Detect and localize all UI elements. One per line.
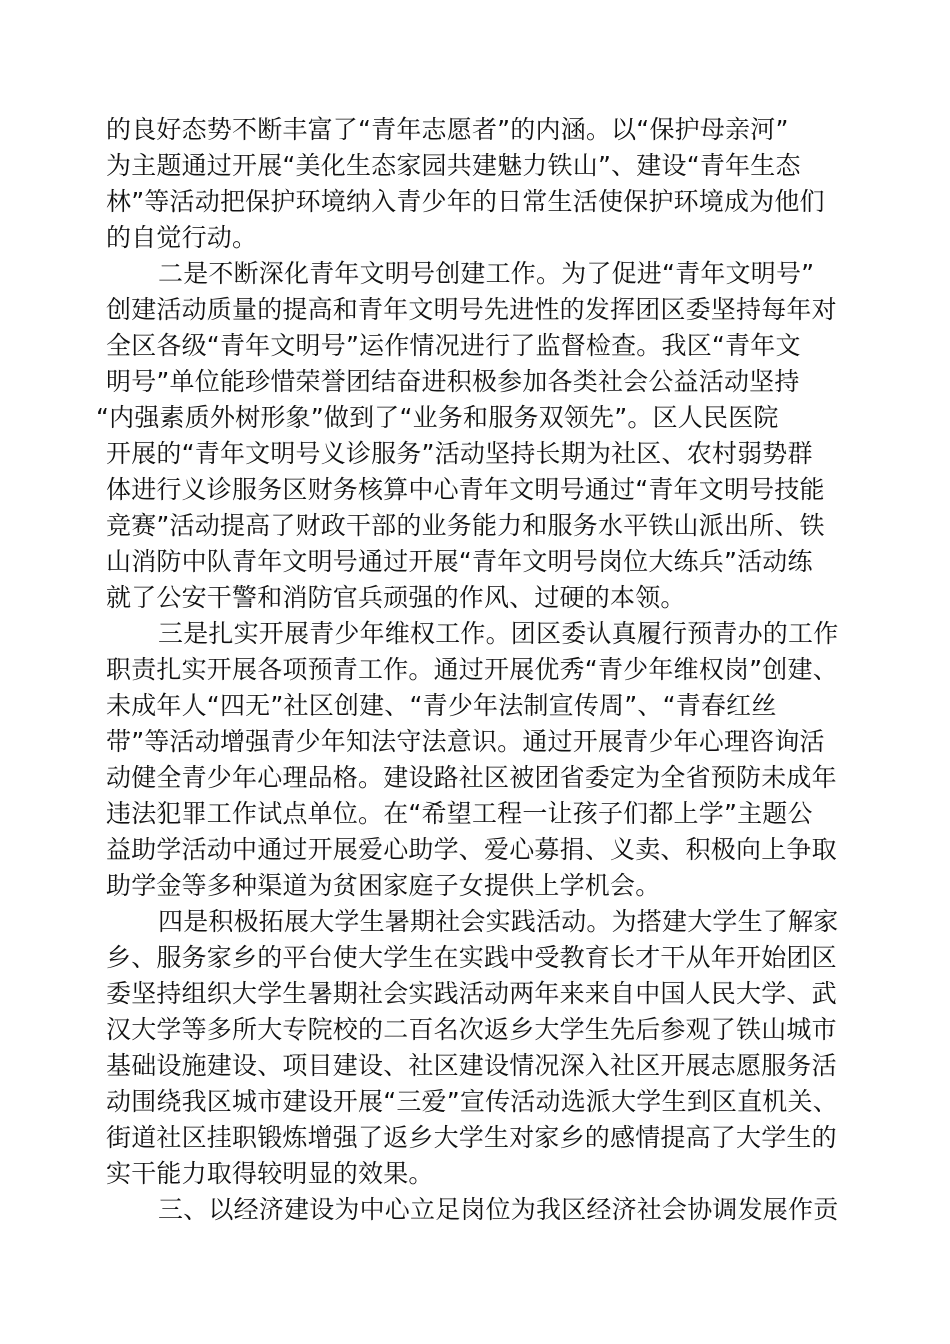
text-line: 实干能力取得较明显的效果。 — [106, 1159, 434, 1188]
text-line: 竞赛”活动提高了财政干部的业务能力和服务水平铁山派出所、铁 — [106, 511, 825, 540]
text-line: 基础设施建设、项目建设、社区建设情况深入社区开展志愿服务活 — [106, 1051, 837, 1080]
text-line: 街道社区挂职锻炼增强了返乡大学生对家乡的感情提高了大学生的 — [106, 1123, 837, 1152]
text-line: 体进行义诊服务区财务核算中心青年文明号通过“青年文明号技能 — [106, 475, 825, 504]
text-line: 动健全青少年心理品格。建设路社区被团省委定为全省预防未成年 — [106, 763, 837, 792]
text-line: 委坚持组织大学生暑期社会实践活动两年来来自中国人民大学、武 — [106, 979, 837, 1008]
text-line: 为主题通过开展“美化生态家园共建魅力铁山”、建设“青年生态 — [106, 151, 801, 180]
text-line: 汉大学等多所大专院校的二百名次返乡大学生先后参观了铁山城市 — [106, 1015, 837, 1044]
text-line: 未成年人“四无”社区创建、“青少年法制宣传周”、“青春红丝 — [106, 691, 777, 720]
text-line: 明号”单位能珍惜荣誉团结奋进积极参加各类社会公益活动坚持 — [106, 367, 800, 396]
text-line: 的自觉行动。 — [106, 223, 258, 252]
text-line: 违法犯罪工作试点单位。在“希望工程一让孩子们都上学”主题公 — [106, 799, 813, 828]
text-line: 带”等活动增强青少年知法守法意识。通过开展青少年心理咨询活 — [106, 727, 825, 756]
text-line: 助学金等多种渠道为贫困家庭子女提供上学机会。 — [106, 871, 661, 900]
text-line: “内强素质外树形象”做到了“业务和服务双领先”。区人民医院 — [96, 403, 779, 432]
text-line: 山消防中队青年文明号通过开展“青年文明号岗位大练兵”活动练 — [106, 547, 813, 576]
text-line: 全区各级“青年文明号”运作情况进行了监督检查。我区“青年文 — [106, 331, 801, 360]
text-line: 林”等活动把保护环境纳入青少年的日常生活使保护环境成为他们 — [106, 187, 825, 216]
text-line: 就了公安干警和消防官兵顽强的作风、过硬的本领。 — [106, 583, 686, 612]
section-heading-line: 三、以经济建设为中心立足岗位为我区经济社会协调发展作贡 — [158, 1195, 839, 1224]
text-line: 益助学活动中通过开展爱心助学、爱心募捐、义卖、积极向上争取 — [106, 835, 837, 864]
text-line: 乡、服务家乡的平台使大学生在实践中受教育长才干从年开始团区 — [106, 943, 837, 972]
text-line: 创建活动质量的提高和青年文明号先进性的发挥团区委坚持每年对 — [106, 295, 837, 324]
text-line: 开展的“青年文明号义诊服务”活动坚持长期为社区、农村弱势群 — [106, 439, 813, 468]
text-line: 动围绕我区城市建设开展“三爱”宣传活动选派大学生到区直机关、 — [106, 1087, 838, 1116]
text-line: 职责扎实开展各项预青工作。通过开展优秀“青少年维权岗”创建、 — [106, 655, 838, 684]
paragraph-first-line: 三是扎实开展青少年维权工作。团区委认真履行预青办的工作 — [158, 619, 839, 648]
paragraph-first-line: 二是不断深化青年文明号创建工作。为了促进“青年文明号” — [158, 259, 815, 288]
text-line: 的良好态势不断丰富了“青年志愿者”的内涵。以“保护母亲河” — [106, 115, 789, 144]
paragraph-first-line: 四是积极拓展大学生暑期社会实践活动。为搭建大学生了解家 — [158, 907, 839, 936]
